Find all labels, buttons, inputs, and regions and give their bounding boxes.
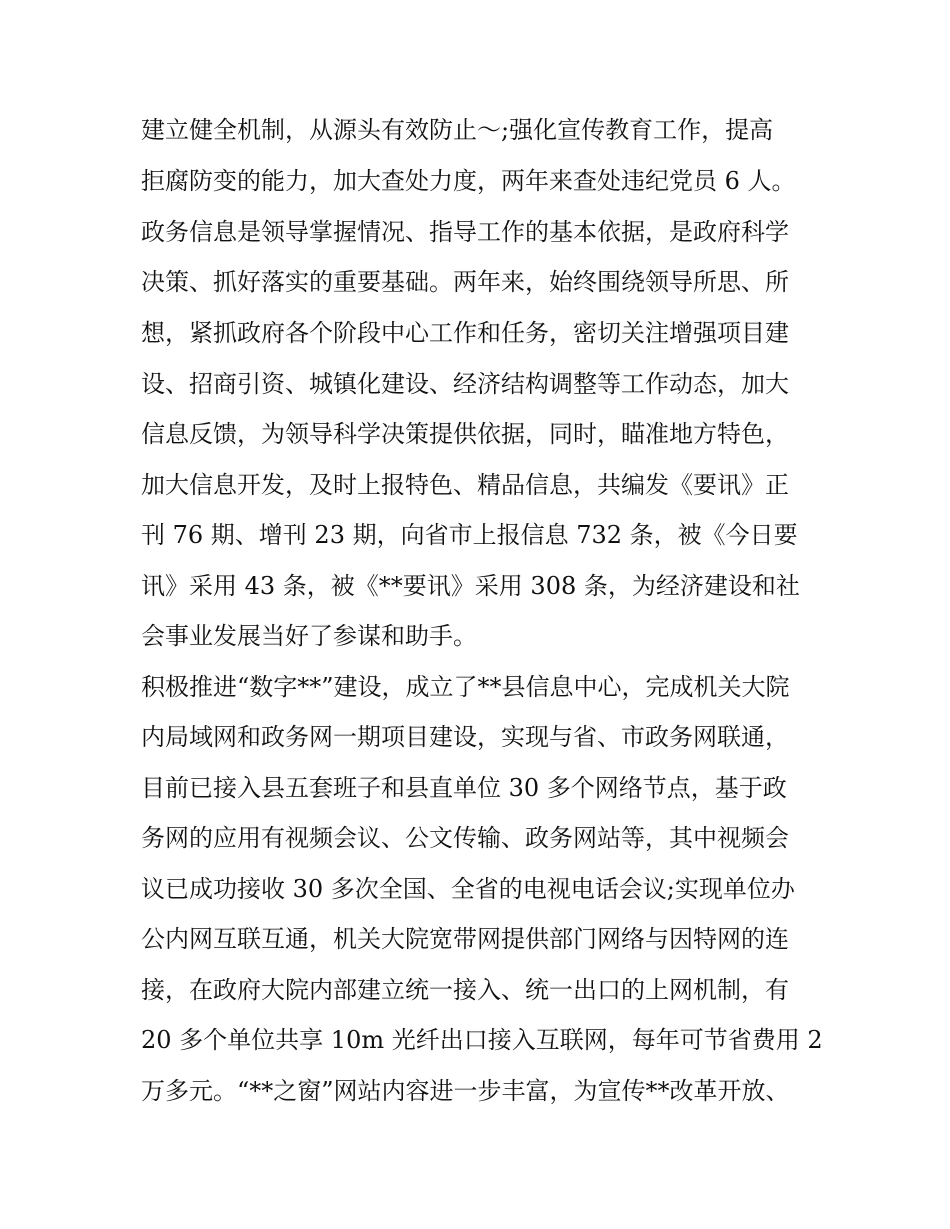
text-line: 设、招商引资、城镇化建设、经济结构调整等工作动态，加大 [141, 370, 789, 398]
text-line: 建立健全机制，从源头有效防止～;强化宣传教育工作，提高 [141, 116, 774, 144]
text-line: 务网的应用有视频会议、公文传输、政务网站等，其中视频会 [141, 824, 789, 852]
text-line: 万多元。“**之窗”网站内容进一步丰富，为宣传**改革开放、 [141, 1077, 790, 1105]
text-line: 信息反馈，为领导科学决策提供依据，同时，瞄准地方特色， [141, 420, 789, 448]
text-line: 刊 76 期、增刊 23 期，向省市上报信息 732 条，被《今日要 [141, 521, 798, 549]
text-line: 公内网互联互通，机关大院宽带网提供部门网络与因特网的连 [141, 925, 789, 953]
text-line: 目前已接入县五套班子和县直单位 30 多个网络节点，基于政 [141, 774, 787, 802]
text-line: 内局域网和政务网一期项目建设，实现与省、市政务网联通， [141, 723, 789, 751]
text-line: 接，在政府大院内部建立统一接入、统一出口的上网机制，有 [141, 976, 789, 1004]
text-line: 会事业发展当好了参谋和助手。 [141, 622, 477, 650]
text-line: 讯》采用 43 条，被《**要讯》采用 308 条，为经济建设和社 [141, 572, 800, 600]
text-line: 想，紧抓政府各个阶段中心工作和任务，密切关注增强项目建 [141, 319, 789, 347]
text-line: 拒腐防变的能力，加大查处力度，两年来查处违纪党员 6 人。 [141, 167, 796, 195]
text-line: 积极推进“数字**”建设，成立了**县信息中心，完成机关大院 [141, 673, 790, 701]
text-line: 议已成功接收 30 多次全国、全省的电视电话会议;实现单位办 [141, 875, 795, 903]
text-line: 决策、抓好落实的重要基础。两年来，始终围绕领导所思、所 [141, 268, 789, 296]
text-line: 加大信息开发，及时上报特色、精品信息，共编发《要讯》正 [141, 471, 789, 499]
text-line: 20 多个单位共享 10m 光纤出口接入互联网，每年可节省费用 2 [141, 1026, 823, 1054]
text-line: 政务信息是领导掌握情况、指导工作的基本依据，是政府科学 [141, 218, 789, 246]
